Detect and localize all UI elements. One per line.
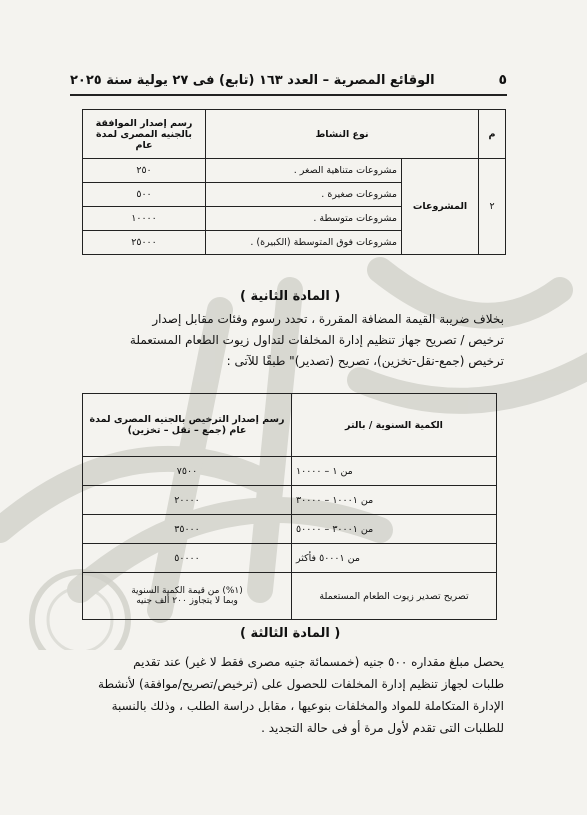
activity-fee: ١٠٠٠٠ xyxy=(83,207,206,231)
article-2-text xyxy=(82,309,504,372)
col-fee-header: رسم إصدار الموافقة بالجنيه المصرى لمدة عام xyxy=(83,110,206,159)
table-row xyxy=(83,457,497,486)
article-2-heading: ( المادة الثانية ) xyxy=(240,289,341,304)
quantity-range: من ١٠٠٠١ – ٣٠٠٠٠ xyxy=(292,486,497,515)
col-number-header: م xyxy=(479,110,506,159)
activity-fee: ٢٥٠ xyxy=(83,159,206,183)
article-3-heading: ( المادة الثالثة ) xyxy=(240,626,341,641)
col-license-fee-header: رسم إصدار الترخيص بالجنيه المصرى لمدة عام (جمع – نقل – تخزين) xyxy=(83,394,292,457)
activity-fee: ٥٠٠ xyxy=(83,183,206,207)
table-row xyxy=(83,544,497,573)
quantity-range: من ١ – ١٠٠٠٠ xyxy=(292,457,497,486)
oil-license-fees-table xyxy=(82,393,497,620)
table-row xyxy=(83,486,497,515)
paragraph-line: يحصل مبلغ مقداره ٥٠٠ جنيه (خمسمائة جنيه مصرى فقط لا غير) عند تقديم xyxy=(133,655,504,669)
paragraph-line: للطلبات التى تقدم لأول مرة أو فى حالة التجديد . xyxy=(261,721,504,735)
table-header-row xyxy=(83,394,497,457)
table-row xyxy=(83,573,497,620)
export-fee xyxy=(83,573,292,620)
paragraph-line: ترخيص / تصريح جهاز تنظيم إدارة المخلفات لتداول زيوت الطعام المستعملة xyxy=(129,333,504,347)
quantity-range: من ٥٠٠٠١ فأكثر xyxy=(292,544,497,573)
col-quantity-header: الكمية السنوية / بالتر xyxy=(292,394,497,457)
activity-fees-table xyxy=(82,109,506,255)
paragraph-line: طلبات لجهاز تنظيم إدارة المخلفات للحصول على (ترخيص/تصريح/موافقة) لأنشطة xyxy=(98,677,504,691)
activity-fee: ٢٥٠٠٠ xyxy=(83,231,206,255)
article-3-text xyxy=(82,651,504,739)
activity-type: مشروعات متوسطة . xyxy=(206,207,402,231)
quantity-range: من ٣٠٠٠١ – ٥٠٠٠٠ xyxy=(292,515,497,544)
page-number: ٥ xyxy=(498,72,507,88)
table-row xyxy=(83,515,497,544)
paragraph-line: ترخيص (جمع-نقل-تخزين)، تصريح (تصدير)" طبقًا للآتى : xyxy=(226,354,504,368)
table-header-row xyxy=(83,110,506,159)
license-fee: ٣٥٠٠٠ xyxy=(83,515,292,544)
table-row xyxy=(83,159,506,183)
activity-type: مشروعات صغيرة . xyxy=(206,183,402,207)
activity-type: مشروعات متناهية الصغر . xyxy=(206,159,402,183)
license-fee: ٥٠٠٠٠ xyxy=(83,544,292,573)
export-fee-line: وبما لا يتجاوز ٢٠٠ ألف جنيه xyxy=(136,596,238,606)
header-rule xyxy=(70,94,507,96)
license-fee: ٧٥٠٠ xyxy=(83,457,292,486)
paragraph-line: الإدارة المتكاملة للمواد والمخلفات بنوعيها ، مقابل دراسة الطلب ، وذلك بالنسبة xyxy=(111,699,504,713)
group-label: المشروعات xyxy=(402,159,479,255)
export-fee-line: (١%) من قيمة الكمية السنوية xyxy=(131,586,243,596)
col-activity-header: نوع النشاط xyxy=(206,110,479,159)
license-fee: ٢٠٠٠٠ xyxy=(83,486,292,515)
activity-type: مشروعات فوق المتوسطة (الكبيرة) . xyxy=(206,231,402,255)
paragraph-line: بخلاف ضريبة القيمة المضافة المقررة ، تحدد رسوم وفئات مقابل إصدار xyxy=(152,312,504,326)
row-number: ٢ xyxy=(479,159,506,255)
gazette-title: الوقائع المصرية – العدد ١٦٣ (تابع) فى ٢٧ يولية سنة ٢٠٢٥ xyxy=(70,72,435,88)
page-header xyxy=(70,68,507,92)
export-label: تصريح تصدير زيوت الطعام المستعملة xyxy=(292,573,497,620)
